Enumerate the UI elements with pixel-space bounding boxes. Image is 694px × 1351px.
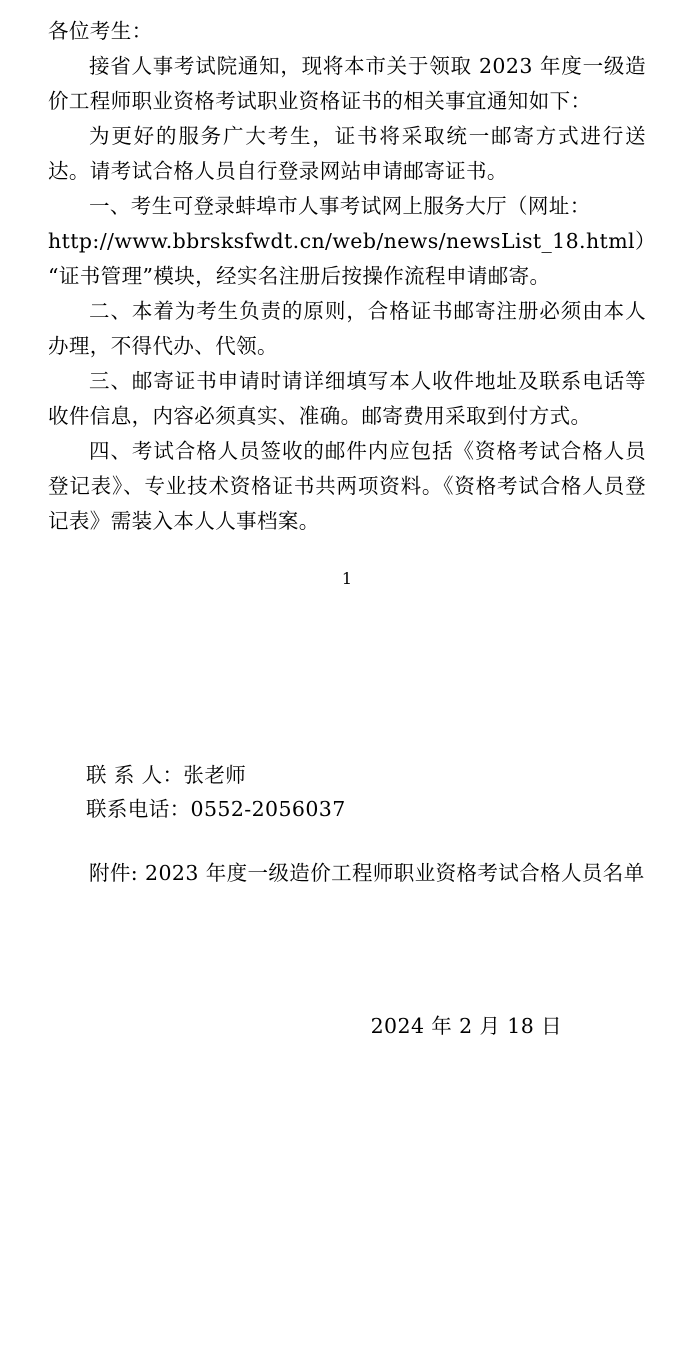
item-one-suffix: “证书管理”模块，经实名注册后按操作流程申请邮寄。 (48, 264, 551, 288)
paragraph-notice-intro: 接省人事考试院通知，现将本市关于领取 2023 年度一级造价工程师职业资格考试职业资格证书的相关事宜通知如下： (48, 54, 646, 113)
salutation: 各位考生： (48, 19, 153, 43)
page-number: 1 (341, 569, 353, 588)
vertical-spacer (48, 588, 646, 758)
item-four: 四、考试合格人员签收的邮件内应包括《资格考试合格人员登记表》、专业技术资格证书共两项资料。《资格考试合格人员登记表》需装入本人人事档案。 (48, 439, 646, 533)
item-one-url: http://www.bbrsksfwdt.cn/web/news/newsList_18.html） (48, 229, 656, 253)
contact-phone: 联系电话：0552-2056037 (86, 797, 346, 821)
contact-block (48, 758, 646, 826)
contact-person: 联 系 人：张老师 (86, 763, 247, 787)
attachment-block (48, 856, 646, 891)
item-one-prefix: 一、考生可登录蚌埠市人事考试网上服务大厅（网址： (89, 194, 591, 218)
document-date: 2024 年 2 月 18 日 (370, 1014, 562, 1038)
item-three: 三、邮寄证书申请时请详细填写本人收件地址及联系电话等收件信息，内容必须真实、准确。邮寄费用采取到付方式。 (48, 369, 646, 428)
document-body (48, 0, 656, 1039)
attachment-line: 附件: 2023 年度一级造价工程师职业资格考试合格人员名单 (89, 861, 645, 885)
item-two: 二、本着为考生负责的原则，合格证书邮寄注册必须由本人办理，不得代办、代领。 (48, 299, 646, 358)
paragraph-mailing-service: 为更好的服务广大考生，证书将采取统一邮寄方式进行送达。请考试合格人员自行登录网站申请邮寄证书。 (48, 124, 646, 183)
